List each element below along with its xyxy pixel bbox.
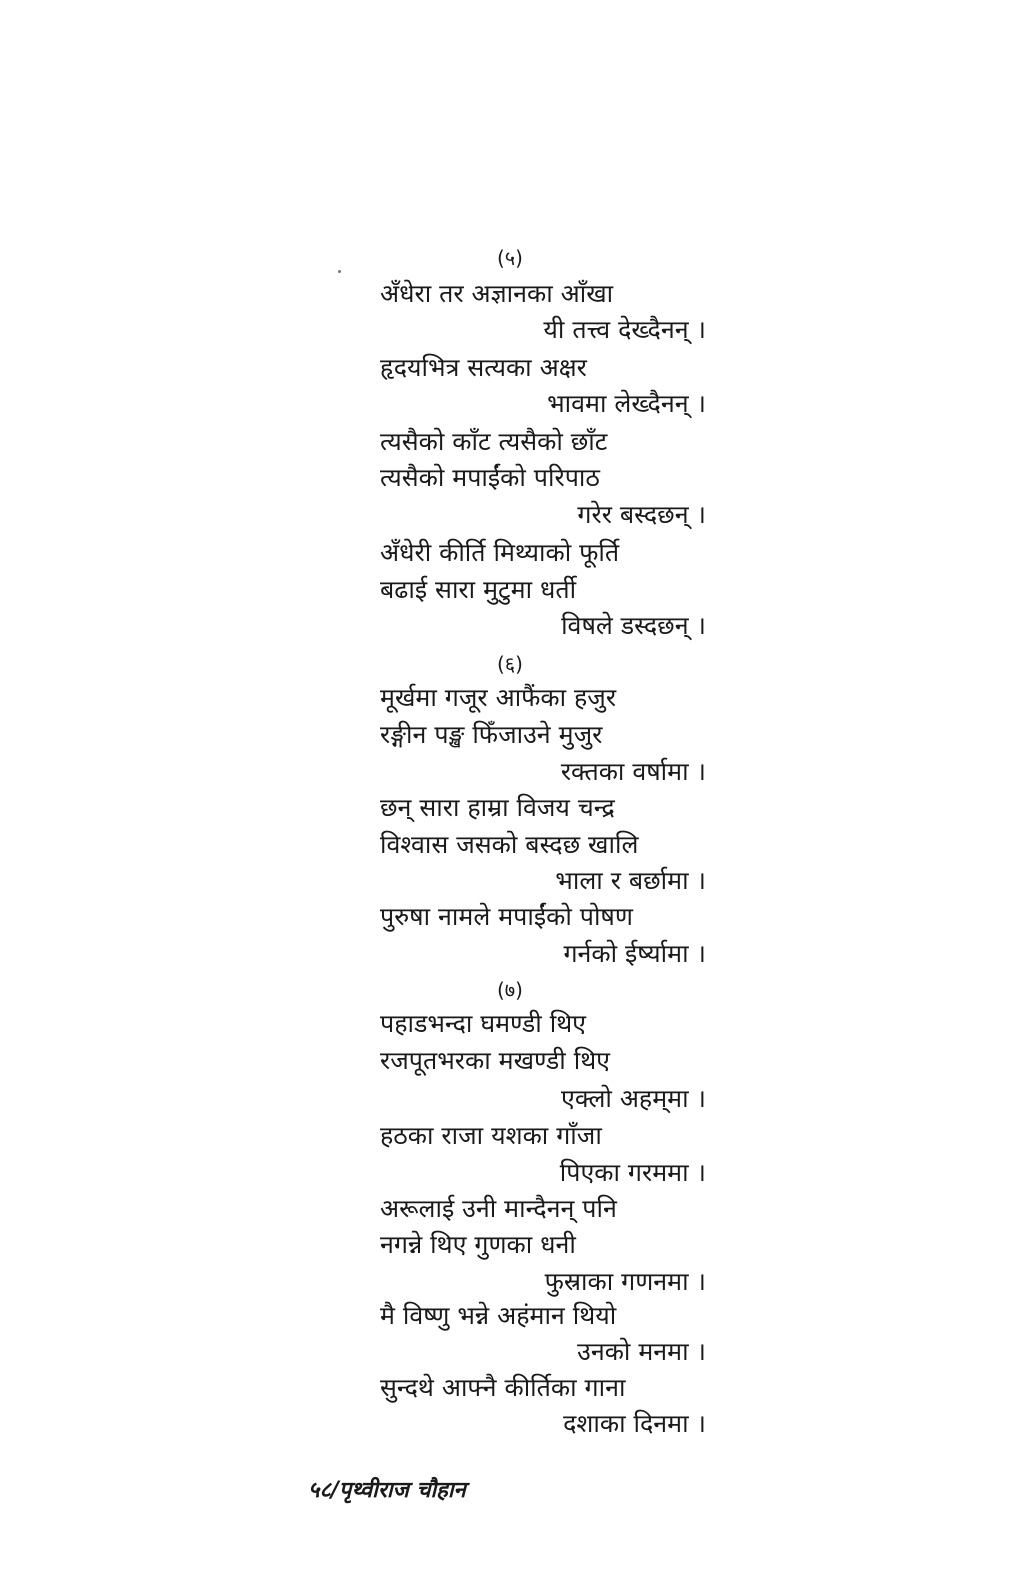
verse-line: भाला र बर्छामा । <box>555 866 706 895</box>
verse-line: रङ्गीन पङ्ख फिँजाउने मुजुर <box>380 720 603 749</box>
verse-line: पुरुषा नामले मपाईंको पोषण <box>380 902 633 931</box>
verse-line: सुन्दथे आफ्नै कीर्तिका गाना <box>380 1373 626 1402</box>
verse-line: यी तत्त्व देख्दैनन् । <box>543 315 706 344</box>
verse-line: एक्लो अहम्‌मा । <box>561 1084 706 1113</box>
verse-line: हठका राजा यशका गाँजा <box>380 1121 602 1150</box>
verse-line: भावमा लेख्दैनन् । <box>547 389 706 418</box>
verse-line: रक्तका वर्षामा । <box>560 757 706 786</box>
stanza-number: (७) <box>496 978 523 1002</box>
verse-line: बढाई सारा मुटुमा धर्ती <box>380 575 577 604</box>
scan-speck <box>338 270 341 273</box>
verse-line: फुस्राका गणनमा । <box>544 1267 706 1296</box>
stanza-number: (६) <box>496 652 523 676</box>
verse-line: मै विष्णु भन्ने अहंमान थियो <box>380 1301 617 1330</box>
verse-line: त्यसैको काँट त्यसैको छाँट <box>380 427 608 456</box>
stanza-number: (५) <box>496 246 523 270</box>
verse-line: छन् सारा हाम्रा विजय चन्द्र <box>380 793 615 822</box>
verse-line: गर्नको ईर्ष्यामा । <box>563 939 706 968</box>
verse-line: पहाडभन्दा घमण्डी थिए <box>380 1009 586 1038</box>
verse-line: अँधेरी कीर्ति मिथ्याको फूर्ति <box>380 538 620 567</box>
verse-line: पिएका गरममा । <box>559 1158 706 1187</box>
verse-line: विश्वास जसको बस्दछ खालि <box>380 830 639 859</box>
verse-line: दशाका दिनमा । <box>563 1409 706 1438</box>
verse-line: रजपूतभरका मखण्डी थिए <box>380 1046 610 1075</box>
verse-line: गरेर बस्दछन् । <box>577 500 706 529</box>
verse-line: हृदयभित्र सत्यका अक्षर <box>380 353 587 382</box>
verse-line: उनको मनमा । <box>577 1337 706 1366</box>
verse-line: विषले डस्दछन् । <box>561 611 706 640</box>
verse-line: मूर्खमा गजूर आफैंका हजुर <box>380 683 617 712</box>
verse-line: नगन्ने थिए गुणका धनी <box>380 1230 576 1259</box>
verse-line: त्यसैको मपाईंको परिपाठ <box>380 463 600 492</box>
verse-line: अँधेरा तर अज्ञानका आँखा <box>380 279 614 308</box>
page-footer: ५८/पृथ्वीराज चौहान <box>308 1478 466 1503</box>
verse-line: अरूलाई उनी मान्दैनन् पनि <box>380 1194 617 1223</box>
